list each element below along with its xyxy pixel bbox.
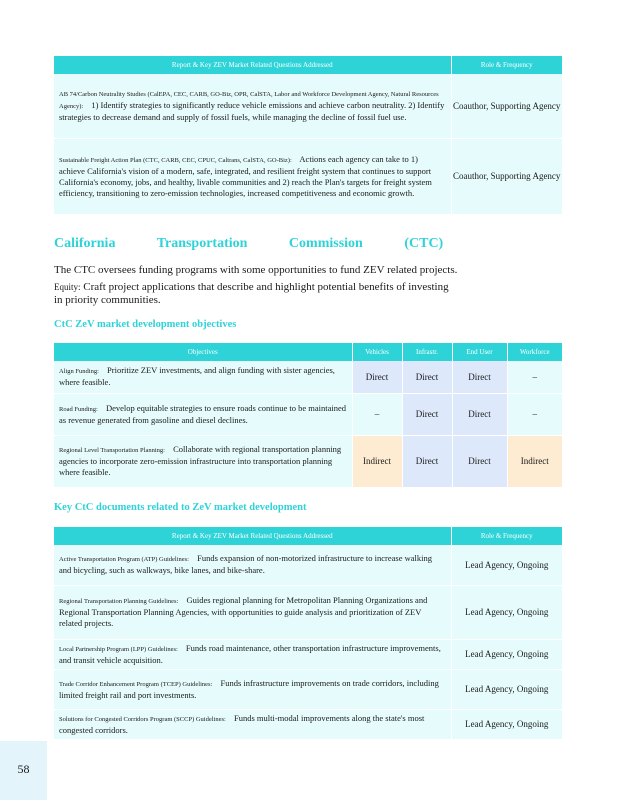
objective-description xyxy=(54,393,352,435)
page-number: 58 xyxy=(17,762,30,776)
table-header xyxy=(54,527,562,545)
cell-workforce: Indirect xyxy=(507,435,562,487)
objective-description xyxy=(54,361,352,393)
header-vehicles: Vehicles xyxy=(352,343,402,361)
subsection-title-objectives: CtC ZeV market development objectives xyxy=(54,319,237,330)
role-frequency: Lead Agency, Ongoing xyxy=(451,709,562,739)
cell-workforce: – xyxy=(507,393,562,435)
table-row xyxy=(54,393,562,435)
table-row xyxy=(54,545,562,585)
header-infrastructure: Infrastr. xyxy=(402,343,452,361)
table-row xyxy=(54,361,562,393)
cell-end-user: Direct xyxy=(452,435,507,487)
header-end-user: End User xyxy=(452,343,507,361)
role-frequency: Lead Agency, Ongoing xyxy=(451,545,562,585)
table-row xyxy=(54,669,562,709)
objective-name: Regional Level Transportation Planning: xyxy=(59,447,165,454)
report-description xyxy=(54,74,451,138)
cell-infrastructure: Direct xyxy=(402,361,452,393)
document-name: Local Partnership Program (LPP) Guidelines: xyxy=(59,645,178,653)
header-report: Report & Key ZEV Market Related Questions Addressed xyxy=(54,56,451,74)
table-row xyxy=(54,585,562,639)
document-name: Active Transportation Program (ATP) Guidelines: xyxy=(59,556,189,564)
table-row xyxy=(54,709,562,739)
document-description xyxy=(54,639,451,669)
report-text: Actions each agency can take to 1) achieve California's vision of a modern, safe, integrated, and resilient freight system that continues to support California's economy, jobs, and healthy, livable communities and 2) reach the Plan's targets for freight system efficiency, transitioning to zero-emission technologies, increased competitiveness and economic growth. xyxy=(59,153,432,198)
cell-vehicles: Direct xyxy=(352,361,402,393)
document-description xyxy=(54,545,451,585)
cell-vehicles: – xyxy=(352,393,402,435)
document-text: Funds road maintenance, other transportation infrastructure improvements, and transit vehicle acquisition. xyxy=(59,642,441,665)
table-row xyxy=(54,138,562,214)
document-description xyxy=(54,669,451,709)
equity-label: Equity: xyxy=(54,282,81,292)
table-report-roles-ctc xyxy=(54,527,562,740)
equity-text: Craft project applications that describe and highlight potential benefits of investing in priority communities. xyxy=(54,281,449,306)
header-role: Role & Frequency xyxy=(480,532,533,540)
cell-workforce: – xyxy=(507,361,562,393)
role-frequency: Lead Agency, Ongoing xyxy=(451,585,562,639)
section-title: California Transportation Commission (CTC) xyxy=(54,236,444,251)
document-name: Regional Transportation Planning Guidelines: xyxy=(59,598,179,605)
role-frequency: Lead Agency, Ongoing xyxy=(451,669,562,709)
table-objectives xyxy=(54,343,562,488)
table-row xyxy=(54,639,562,669)
document-name: Trade Corridor Enhancement Program (TCEP) Guidelines: xyxy=(59,680,213,688)
document-text: Funds infrastructure improvements on trade corridors, including limited freight rail and port investments. xyxy=(59,677,439,700)
header-workforce: Workforce xyxy=(519,348,550,356)
section-intro: The CTC oversees funding programs with some opportunities to fund ZEV related projects. xyxy=(54,264,458,276)
header-objectives: Objectives xyxy=(54,343,352,361)
role-frequency: Lead Agency, Ongoing xyxy=(451,639,562,669)
objective-text: Prioritize ZEV investments, and align funding with sister agencies, where feasible. xyxy=(59,365,335,388)
cell-infrastructure: Direct xyxy=(402,393,452,435)
report-name: Sustainable Freight Action Plan (CTC, CARB, CEC, CPUC, Caltrans, CalSTA, GO-Biz): xyxy=(59,156,292,164)
document-text: Guides regional planning for Metropolitan Planning Organizations and Regional Transportation Planning Agencies, with opportunities to guide analysis and prioritization of ZEV related projects. xyxy=(59,595,428,628)
cell-infrastructure: Direct xyxy=(402,435,452,487)
cell-end-user: Direct xyxy=(452,393,507,435)
report-name: AB 74/Carbon Neutrality Studies (CalEPA, CEC, CARB, GO-Biz, OPR, CalSTA, Labor and Workforce Development Agency, Natural Resources Agency): xyxy=(59,91,439,111)
header-report: Report & Key ZEV Market Related Questions Addressed xyxy=(54,527,451,545)
objective-text: Collaborate with regional transportation planning agencies to incorporate zero-emission infrastructure into transportation planning where feasible. xyxy=(59,444,342,477)
table-row xyxy=(54,74,562,138)
report-text: 1) Identify strategies to significantly reduce vehicle emissions and achieve carbon neutrality. 2) Identify strategies to decrease demand and supply of fossil fuels, while managing the decline of fossil fuel use. xyxy=(59,100,445,123)
table-report-roles-top xyxy=(54,56,562,215)
cell-vehicles: Indirect xyxy=(352,435,402,487)
role-frequency: Coauthor, Supporting Agency xyxy=(451,74,562,138)
objective-description xyxy=(54,435,352,487)
subsection-title-documents: Key CtC documents related to ZeV market development xyxy=(54,502,307,513)
equity-paragraph xyxy=(54,281,454,307)
role-frequency: Coauthor, Supporting Agency xyxy=(451,138,562,214)
document-name: Solutions for Congested Corridors Program (SCCP) Guidelines: xyxy=(59,715,226,723)
table-header xyxy=(54,56,562,74)
document-description xyxy=(54,709,451,739)
table-row xyxy=(54,435,562,487)
cell-end-user: Direct xyxy=(452,361,507,393)
objective-name: Align Funding: xyxy=(59,368,99,376)
table-header xyxy=(54,343,562,361)
report-description xyxy=(54,138,451,214)
document-text: Funds expansion of non-motorized infrastructure to increase walking and bicycling, such as walkways, bike lanes, and bike-share. xyxy=(59,553,432,576)
objective-name: Road Funding: xyxy=(59,405,98,413)
document-text: Funds multi-modal improvements along the state's most congested corridors. xyxy=(59,712,425,735)
document-description xyxy=(54,585,451,639)
objective-text: Develop equitable strategies to ensure roads continue to be maintained as revenue generated from gasoline and diesel declines. xyxy=(59,402,346,425)
header-role: Role & Frequency xyxy=(480,61,533,69)
